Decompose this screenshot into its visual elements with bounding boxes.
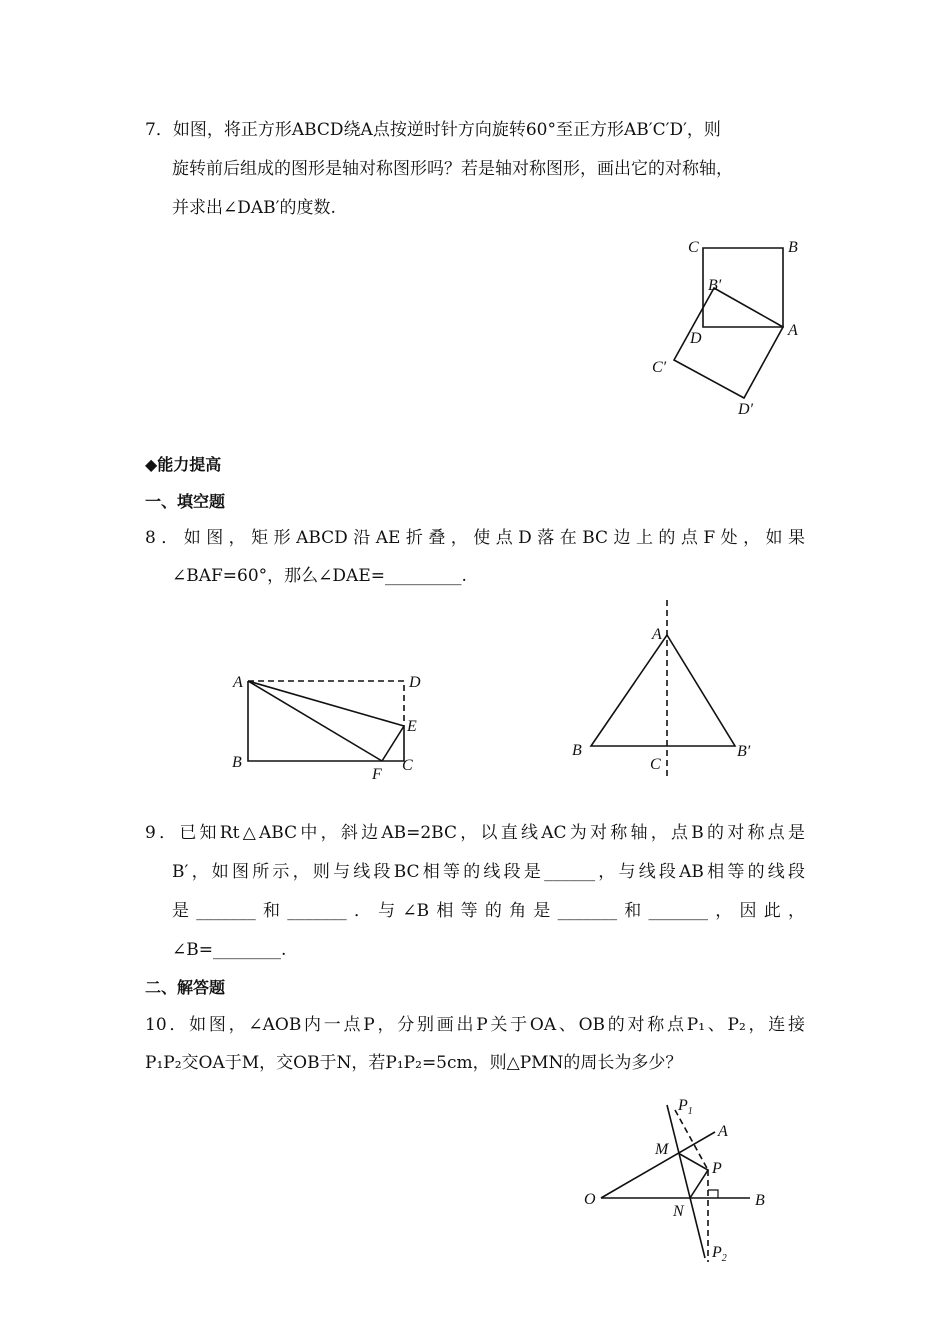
label-B-prime: B′	[737, 743, 751, 760]
q10-figure-angle	[584, 1097, 765, 1264]
label-B: B	[572, 742, 582, 759]
label-P: P	[712, 1160, 722, 1177]
label-B: B	[788, 239, 798, 256]
q9-line-2: B′，如图所示，则与线段BC相等的线段是______，与线段AB相等的线段	[172, 862, 805, 882]
label-A: A	[718, 1123, 728, 1140]
q7-figure-rotated-squares	[652, 239, 798, 418]
q7-line-1: 7．如图，将正方形ABCD绕A点按逆时针方向旋转60°至正方形AB′C′D′，则	[145, 120, 721, 140]
label-P1: $P_1$	[678, 1097, 693, 1117]
q10-line-1: 10．如图，∠AOB内一点P，分别画出P关于OA、OB的对称点P₁、P₂，连接	[145, 1015, 805, 1035]
label-O: O	[584, 1191, 596, 1208]
q7-line-2: 旋转前后组成的图形是轴对称图形吗？若是轴对称图形，画出它的对称轴，	[172, 159, 733, 179]
label-E: E	[407, 718, 417, 735]
label-B: B	[755, 1192, 765, 1209]
q10-line-2: P₁P₂交OA于M，交OB于N，若P₁P₂=5cm，则△PMN的周长为多少？	[145, 1053, 683, 1073]
q8-line-1: 8．如图，矩形ABCD沿AE折叠，使点D落在BC边上的点F处，如果	[145, 528, 805, 548]
q8-line-2: ∠BAF=60°，那么∠DAE=_________.	[172, 566, 467, 586]
label-A: A	[652, 626, 662, 643]
label-C: C	[650, 756, 661, 773]
section-ability: ◆能力提高	[145, 455, 222, 474]
q7-line-3: 并求出∠DAB′的度数.	[172, 198, 336, 218]
q9-figure-triangle	[572, 600, 751, 776]
label-F: F	[372, 766, 382, 783]
label-C: C	[688, 239, 699, 256]
label-C: C	[402, 757, 413, 774]
label-A: A	[233, 674, 243, 691]
q8-figure-folded-rectangle	[232, 674, 421, 783]
q9-line-1: 9．已知Rt△ABC中，斜边AB=2BC，以直线AC为对称轴，点B的对称点是	[145, 823, 805, 843]
label-D-prime: D′	[738, 401, 754, 418]
q9-line-3: 是_______和_______．与∠B相等的角是_______和_______，因此，	[172, 901, 805, 921]
label-P2: $P_2$	[712, 1244, 727, 1264]
label-D: D	[409, 674, 421, 691]
section-answer: 二、解答题	[145, 978, 226, 997]
label-N: N	[673, 1203, 684, 1220]
q9-line-4: ∠B=________.	[172, 940, 287, 960]
label-D: D	[690, 330, 702, 347]
label-A: A	[788, 322, 798, 339]
label-C-prime: C′	[652, 359, 667, 376]
label-B-prime: B′	[708, 277, 722, 294]
section-fill-blank: 一、填空题	[145, 492, 226, 511]
label-M: M	[655, 1141, 669, 1158]
label-B: B	[232, 754, 242, 771]
